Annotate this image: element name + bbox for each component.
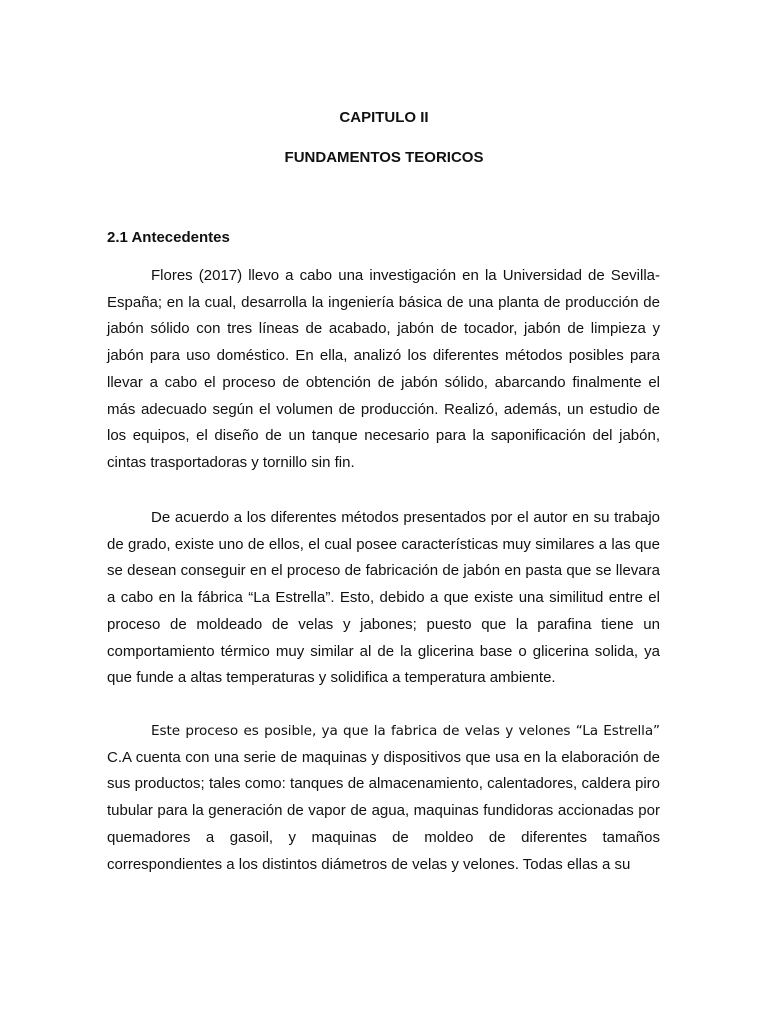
- section-heading: 2.1 Antecedentes: [107, 229, 230, 246]
- paragraph-3: [107, 718, 660, 878]
- chapter-title: CAPITULO II: [339, 109, 429, 126]
- paragraph-3-rest: C.A cuenta con una serie de maquinas y dispositivos que usa en la elaboración de sus productos; tales como: tanques de almacenamiento, calentadores, caldera piro tubular para la generación de vapor de agua, maquinas fundidoras accionadas por quemadores a gasoil, y maquinas de moldeo de diferentes tamaños correspondientes a los distintos diámetros de velas y velones. Todas ellas a su: [107, 748, 660, 873]
- paragraph-3-lead: Este proceso es posible, ya que la fabrica de velas y velones “La Estrella”: [151, 723, 660, 739]
- paragraph-1: Flores (2017) llevo a cabo una investigación en la Universidad de Sevilla-España; en la cual, desarrolla la ingeniería básica de una planta de producción de jabón sólido con tres líneas de acabado, jabón de tocador, jabón de limpieza y jabón para uso doméstico. En ella, analizó los diferentes métodos posibles para llevar a cabo el proceso de obtención de jabón sólido, abarcando finalmente el más adecuado según el volumen de producción. Realizó, además, un estudio de los equipos, el diseño de un tanque necesario para la saponificación del jabón, cintas trasportadoras y tornillo sin fin.: [107, 267, 660, 471]
- paragraph-2: De acuerdo a los diferentes métodos presentados por el autor en su trabajo de grado, existe uno de ellos, el cual posee características muy similares a las que se desean conseguir en el proceso de fabricación de jabón en pasta que se llevara a cabo en la fábrica “La Estrella”. Esto, debido a que existe una similitud entre el proceso de moldeado de velas y jabones; puesto que la parafina tiene un comportamiento térmico muy similar al de la glicerina base o glicerina solida, ya que funde a altas temperaturas y solidifica a temperatura ambiente.: [107, 509, 660, 687]
- chapter-subtitle: FUNDAMENTOS TEORICOS: [284, 149, 484, 166]
